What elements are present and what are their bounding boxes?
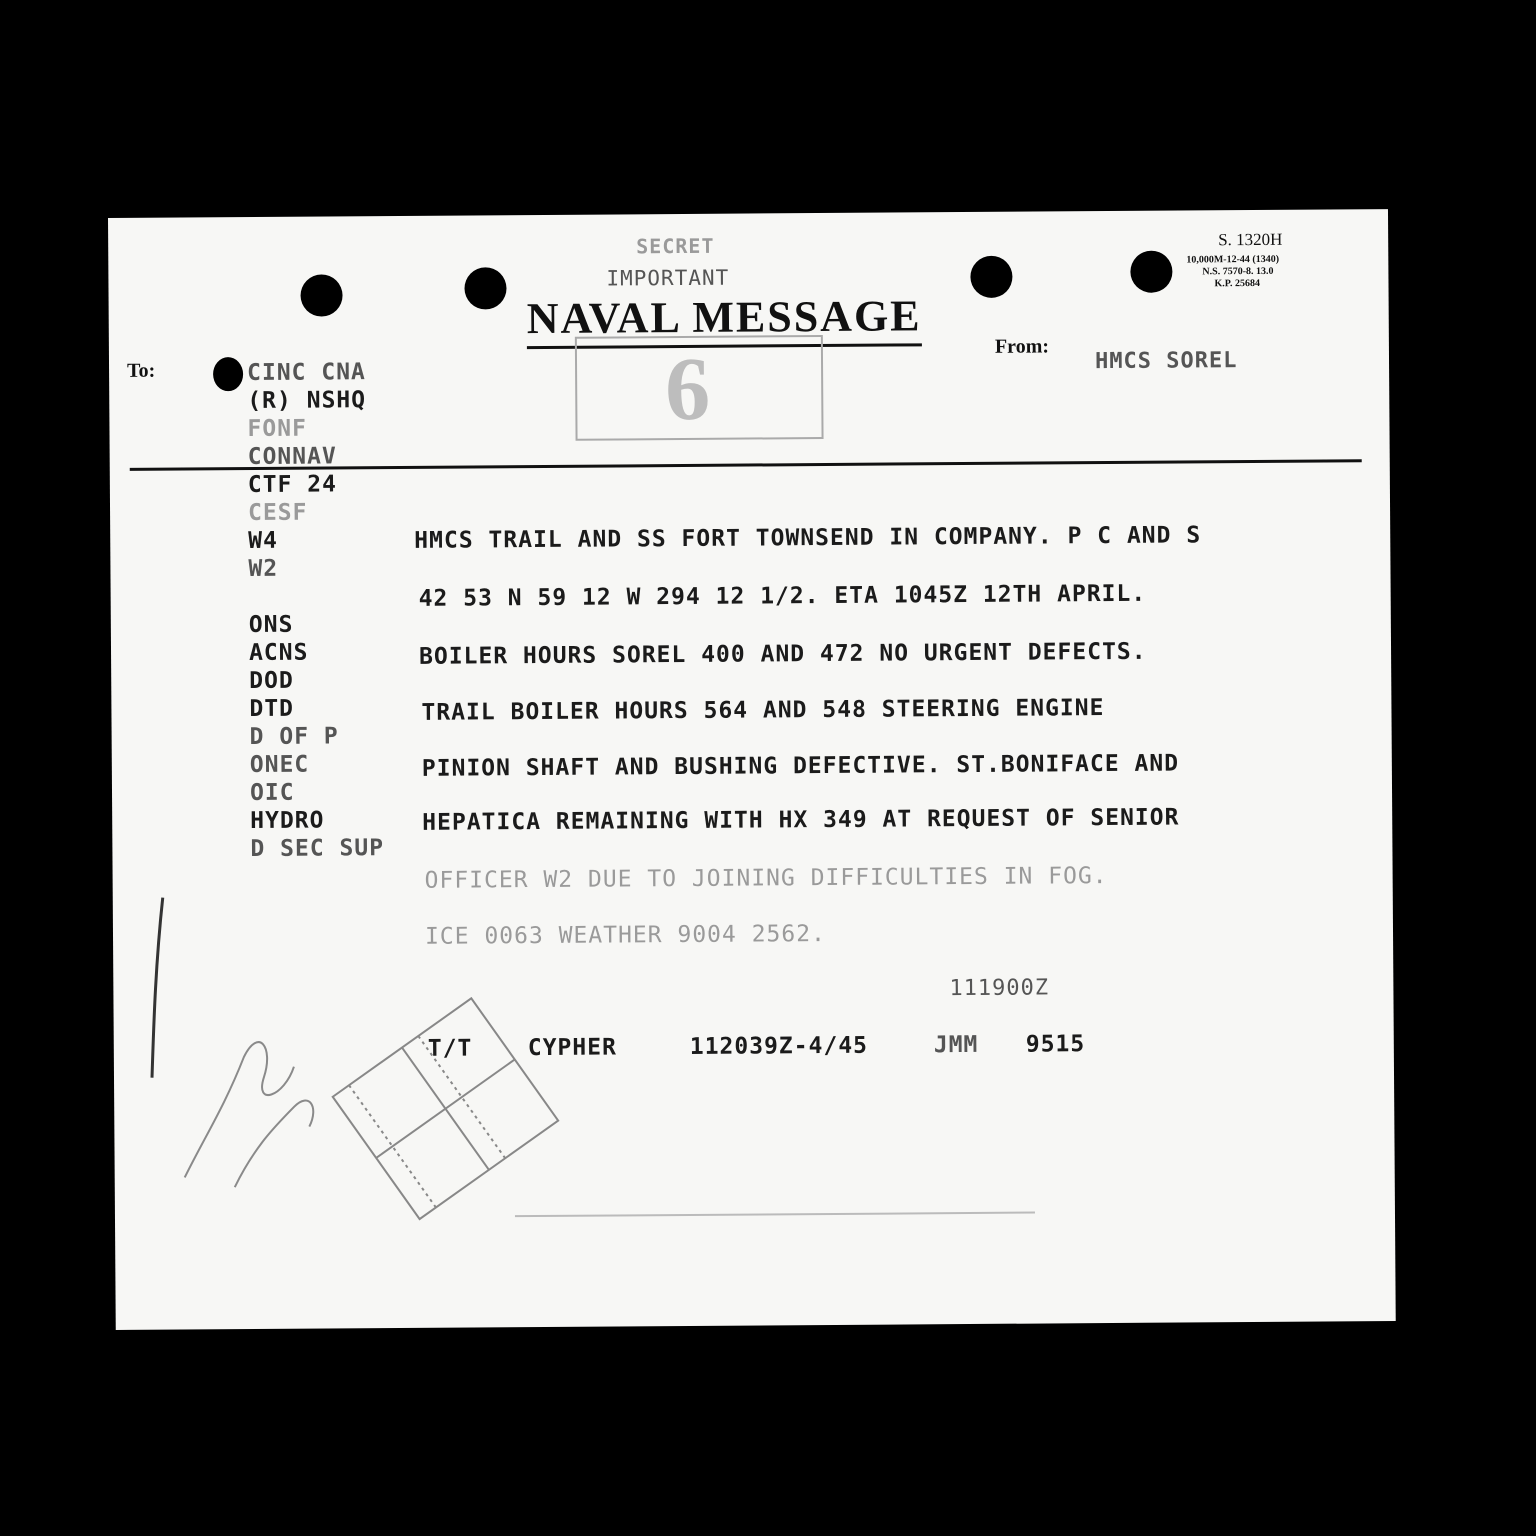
addressee: ONEC <box>249 751 310 779</box>
print-info-line: K.P. 25684 <box>1214 277 1260 290</box>
message-line: HMCS TRAIL AND SS FORT TOWNSEND IN COMPANY. P C AND S <box>414 522 1202 554</box>
addressee: CONNAV <box>247 443 337 471</box>
addressee: HYDRO <box>250 807 325 835</box>
addressee: D OF P <box>249 723 339 751</box>
addressee: CESF <box>247 499 308 527</box>
footer-method: T/T <box>427 1035 473 1062</box>
addressee: OIC <box>249 779 295 807</box>
addressee: ACNS <box>248 639 309 667</box>
from-label: From: <box>994 335 1050 358</box>
addressee: W4 <box>248 527 279 555</box>
page-title: NAVAL MESSAGE <box>527 290 922 349</box>
message-line: HEPATICA REMAINING WITH HX 349 AT REQUEST OF SENIOR <box>422 804 1180 836</box>
to-label: To: <box>126 359 156 382</box>
punch-hole <box>213 357 243 391</box>
punch-hole <box>300 274 342 316</box>
form-number: S. 1320H <box>1218 229 1283 250</box>
addressee-list <box>247 358 384 863</box>
message-line: PINION SHAFT AND BUSHING DEFECTIVE. ST.BONIFACE AND <box>421 750 1180 782</box>
message-form <box>108 209 1396 1330</box>
addressee: ONS <box>248 611 294 639</box>
message-line: OFFICER W2 DUE TO JOINING DIFFICULTIES IN FOG. <box>424 863 1108 894</box>
message-line: BOILER HOURS SOREL 400 AND 472 NO URGENT DEFECTS. <box>418 638 1147 670</box>
distribution-stamp <box>313 995 575 1237</box>
priority-mark: IMPORTANT <box>606 265 730 291</box>
number-stamp <box>575 335 824 441</box>
addressee: DOD <box>249 667 294 695</box>
punch-hole <box>1130 251 1172 293</box>
date-time-group: 111900Z <box>949 975 1050 1002</box>
punch-hole <box>464 267 506 309</box>
stamp-number: 6 <box>664 339 711 440</box>
bottom-rule <box>515 1212 1035 1218</box>
footer-ref: 112039Z-4/45 <box>689 1032 869 1060</box>
addressee: FONF <box>247 415 307 443</box>
addressee: W2 <box>248 555 279 583</box>
addressee: (R) NSHQ <box>247 387 367 415</box>
addressee: DTD <box>249 695 295 723</box>
footer-type: CYPHER <box>527 1034 617 1062</box>
print-info-line: N.S. 7570-8. 13.0 <box>1202 265 1274 278</box>
classification-mark: SECRET <box>636 233 715 259</box>
addressee: CINC CNA <box>246 359 366 387</box>
footer-number: 9515 <box>1025 1031 1086 1058</box>
message-line: TRAIL BOILER HOURS 564 AND 548 STEERING ENGINE <box>421 695 1105 726</box>
from-value: HMCS SOREL <box>1094 348 1238 375</box>
punch-hole <box>970 256 1012 298</box>
handwritten-signature <box>143 876 345 1217</box>
addressee: D SEC SUP <box>250 835 385 863</box>
addressee: CTF 24 <box>247 471 338 499</box>
message-line: ICE 0063 WEATHER 9004 2562. <box>424 921 826 950</box>
print-info-line: 10,000M-12-44 (1340) <box>1186 253 1280 266</box>
footer-operator: JMM <box>933 1031 979 1059</box>
message-line: 42 53 N 59 12 W 294 12 1/2. ETA 1045Z 12TH APRIL. <box>418 580 1147 612</box>
